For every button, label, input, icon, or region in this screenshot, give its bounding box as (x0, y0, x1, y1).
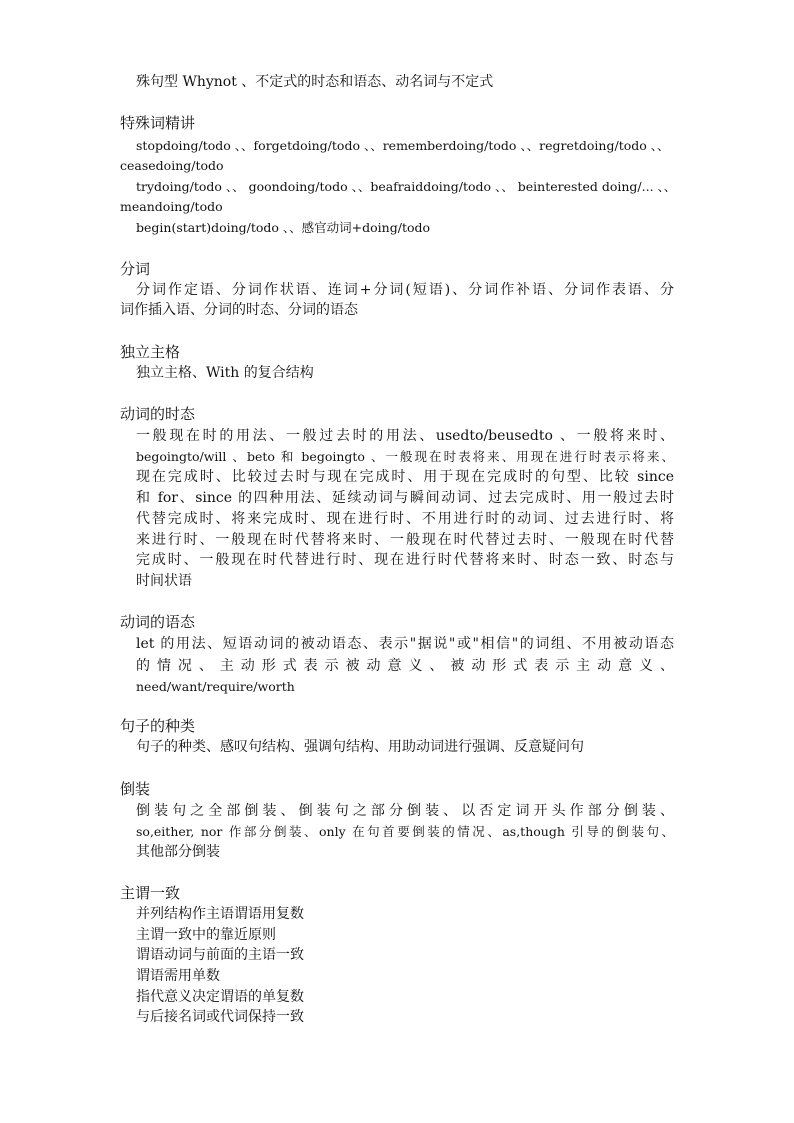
text-line: ceasedoing/todo (120, 158, 224, 173)
text-line: begin(start)doing/todo 、、感官动词+doing/todo (136, 220, 431, 235)
text-line: let 的用法、短语动词的被动语态、表示"据说"或"相信"的词组、不用被动语态 (136, 636, 674, 652)
text-line: 时间状语 (136, 573, 192, 589)
text-line: 的 情 况 、 主 动 形 式 表 示 被 动 意 义 、 被 动 形 式 表 示 主 动 意 义 、 (136, 658, 674, 674)
heading-absolute: 独立主格 (120, 343, 181, 361)
text-line: 倒装句之全部倒装、倒装句之部分倒装、以否定词开头作部分倒装、 (136, 803, 674, 819)
text-line: 代替完成时、将来完成时、现在进行时、不用进行时的动词、过去进行时、将 (136, 511, 674, 527)
intro-line: 殊句型 Whynot 、不定式的时态和语态、动名词与不定式 (136, 74, 494, 90)
text-line: 句子的种类、感叹句结构、强调句结构、用助动词进行强调、反意疑问句 (136, 739, 584, 755)
text-line: 和 for、since 的四种用法、延续动词与瞬间动词、过去完成时、用一般过去时 (136, 490, 674, 506)
text-line: meandoing/todo (120, 199, 223, 214)
text-line: 词作插入语、分词的时态、分词的语态 (120, 302, 358, 318)
text-line: 分词作定语、分词作状语、连词+分词(短语)、分词作补语、分词作表语、分 (136, 282, 674, 298)
text-line: 其他部分倒装 (136, 844, 220, 860)
heading-voice: 动词的语态 (120, 613, 196, 631)
text-line: stopdoing/todo 、、forgetdoing/todo 、、rememberdoing/todo 、、regretdoing/todo 、、 (136, 138, 670, 153)
text-line: 指代意义决定谓语的单复数 (136, 989, 304, 1005)
text-line: begoingto/will 、beto 和 begoingto 、一般现在时表将来、用现在进行时表示将来、 (136, 449, 674, 464)
heading-special-words: 特殊词精讲 (120, 114, 196, 132)
text-line: need/want/require/worth (136, 679, 295, 694)
heading-inversion: 倒装 (120, 780, 151, 798)
text-line: 现在完成时、比较过去时与现在完成时、用于现在完成时的句型、比较 since (136, 469, 674, 485)
heading-participle: 分词 (120, 260, 151, 278)
text-line: 一般现在时的用法、一般过去时的用法、usedto/beusedto 、一般将来时、 (136, 428, 674, 444)
heading-tense: 动词的时态 (120, 405, 196, 423)
heading-agreement: 主谓一致 (120, 884, 181, 902)
heading-sentence-types: 句子的种类 (120, 717, 196, 735)
text-line: 主谓一致中的靠近原则 (136, 927, 276, 943)
text-line: 并列结构作主语谓语用复数 (136, 906, 304, 922)
text-line: so,either, nor 作部分倒装、only 在句首要倒装的情况、as,though 引导的倒装句、 (136, 824, 674, 839)
text-line: 与后接名词或代词保持一致 (136, 1009, 304, 1025)
text-line: 完成时、一般现在时代替进行时、现在进行时代替将来时、时态一致、时态与 (136, 552, 674, 568)
text-line: 谓语需用单数 (136, 968, 220, 984)
text-line: 来进行时、一般现在时代替将来时、一般现在时代替过去时、一般现在时代替 (136, 532, 674, 548)
text-line: 谓语动词与前面的主语一致 (136, 947, 304, 963)
text-line: trydoing/todo 、、 goondoing/todo 、、beafraiddoing/todo 、、 beinterested doing/... 、、 (136, 179, 677, 194)
text-line: 独立主格、With 的复合结构 (136, 365, 314, 381)
